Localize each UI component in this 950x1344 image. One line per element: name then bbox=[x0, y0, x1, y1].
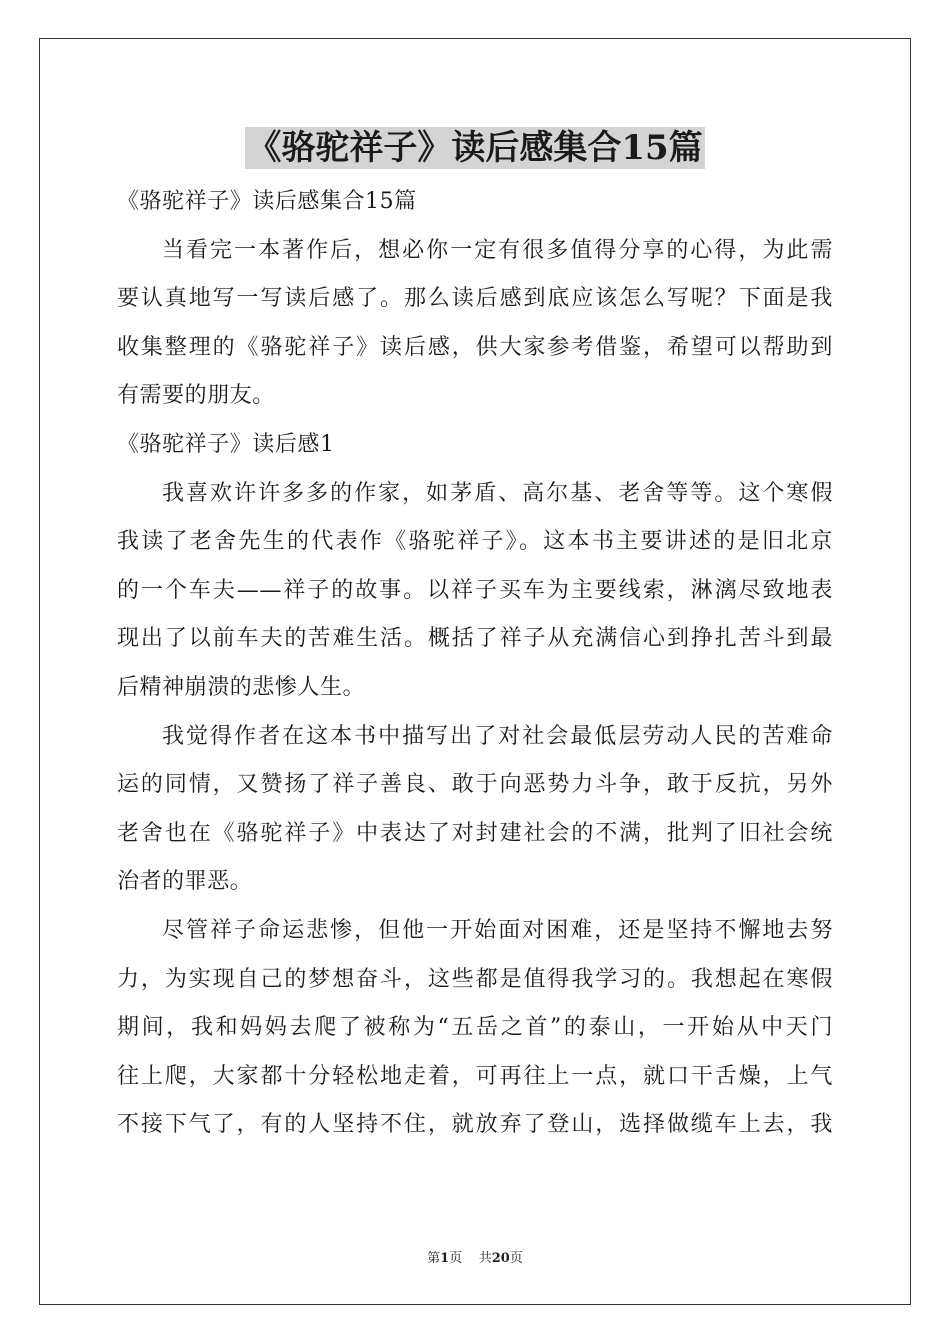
text-line: 治者的罪恶。 bbox=[117, 869, 253, 895]
text-line: 《骆驼祥子》读后感1 bbox=[117, 431, 335, 457]
text-line: 的一个车夫——祥子的故事。以祥子买车为主要线索，淋漓尽致地表 bbox=[117, 577, 833, 603]
text-line: 我觉得作者在这本书中描写出了对社会最低层劳动人民的苦难命 bbox=[162, 723, 833, 749]
title-container bbox=[0, 127, 950, 169]
text-line: 现出了以前车夫的苦难生活。概括了祥子从充满信心到挣扎苦斗到最 bbox=[117, 626, 833, 652]
text-line: 我喜欢许许多多的作家，如茅盾、高尔基、老舍等等。这个寒假 bbox=[162, 480, 833, 506]
text-line: 后精神崩溃的悲惨人生。 bbox=[117, 674, 366, 700]
text-line: 有需要的朋友。 bbox=[117, 383, 275, 409]
text-line: 要认真地写一写读后感了。那么读后感到底应该怎么写呢？下面是我 bbox=[117, 286, 833, 312]
text-line: 当看完一本著作后，想必你一定有很多值得分享的心得，为此需 bbox=[162, 237, 833, 263]
page-number: 第1页 bbox=[427, 1251, 463, 1266]
text-line: 运的同情，又赞扬了祥子善良、敢于向恶势力斗争，敢于反抗，另外 bbox=[117, 772, 833, 798]
text-line: 力，为实现自己的梦想奋斗，这些都是值得我学习的。我想起在寒假 bbox=[117, 966, 833, 992]
document-title: 《骆驼祥子》读后感集合15篇 bbox=[247, 128, 703, 168]
text-line: 尽管祥子命运悲惨，但他一开始面对困难，还是坚持不懈地去努 bbox=[162, 917, 833, 943]
text-line: 不接下气了，有的人坚持不住，就放弃了登山，选择做缆车上去，我 bbox=[117, 1112, 833, 1138]
text-line: 往上爬，大家都十分轻松地走着，可再往上一点，就口干舌燥，上气 bbox=[117, 1063, 833, 1089]
document-body bbox=[117, 178, 833, 1150]
text-line: 收集整理的《骆驼祥子》读后感，供大家参考借鉴，希望可以帮助到 bbox=[117, 334, 833, 360]
text-line: 我读了老舍先生的代表作《骆驼祥子》。这本书主要讲述的是旧北京 bbox=[117, 529, 833, 555]
page-footer bbox=[0, 1247, 950, 1266]
text-line: 期间，我和妈妈去爬了被称为“五岳之首”的泰山，一开始从中天门 bbox=[117, 1015, 833, 1041]
page-total: 共20页 bbox=[478, 1251, 523, 1266]
text-line: 老舍也在《骆驼祥子》中表达了对封建社会的不满，批判了旧社会统 bbox=[117, 820, 833, 846]
document-subtitle: 《骆驼祥子》读后感集合15篇 bbox=[117, 189, 417, 214]
